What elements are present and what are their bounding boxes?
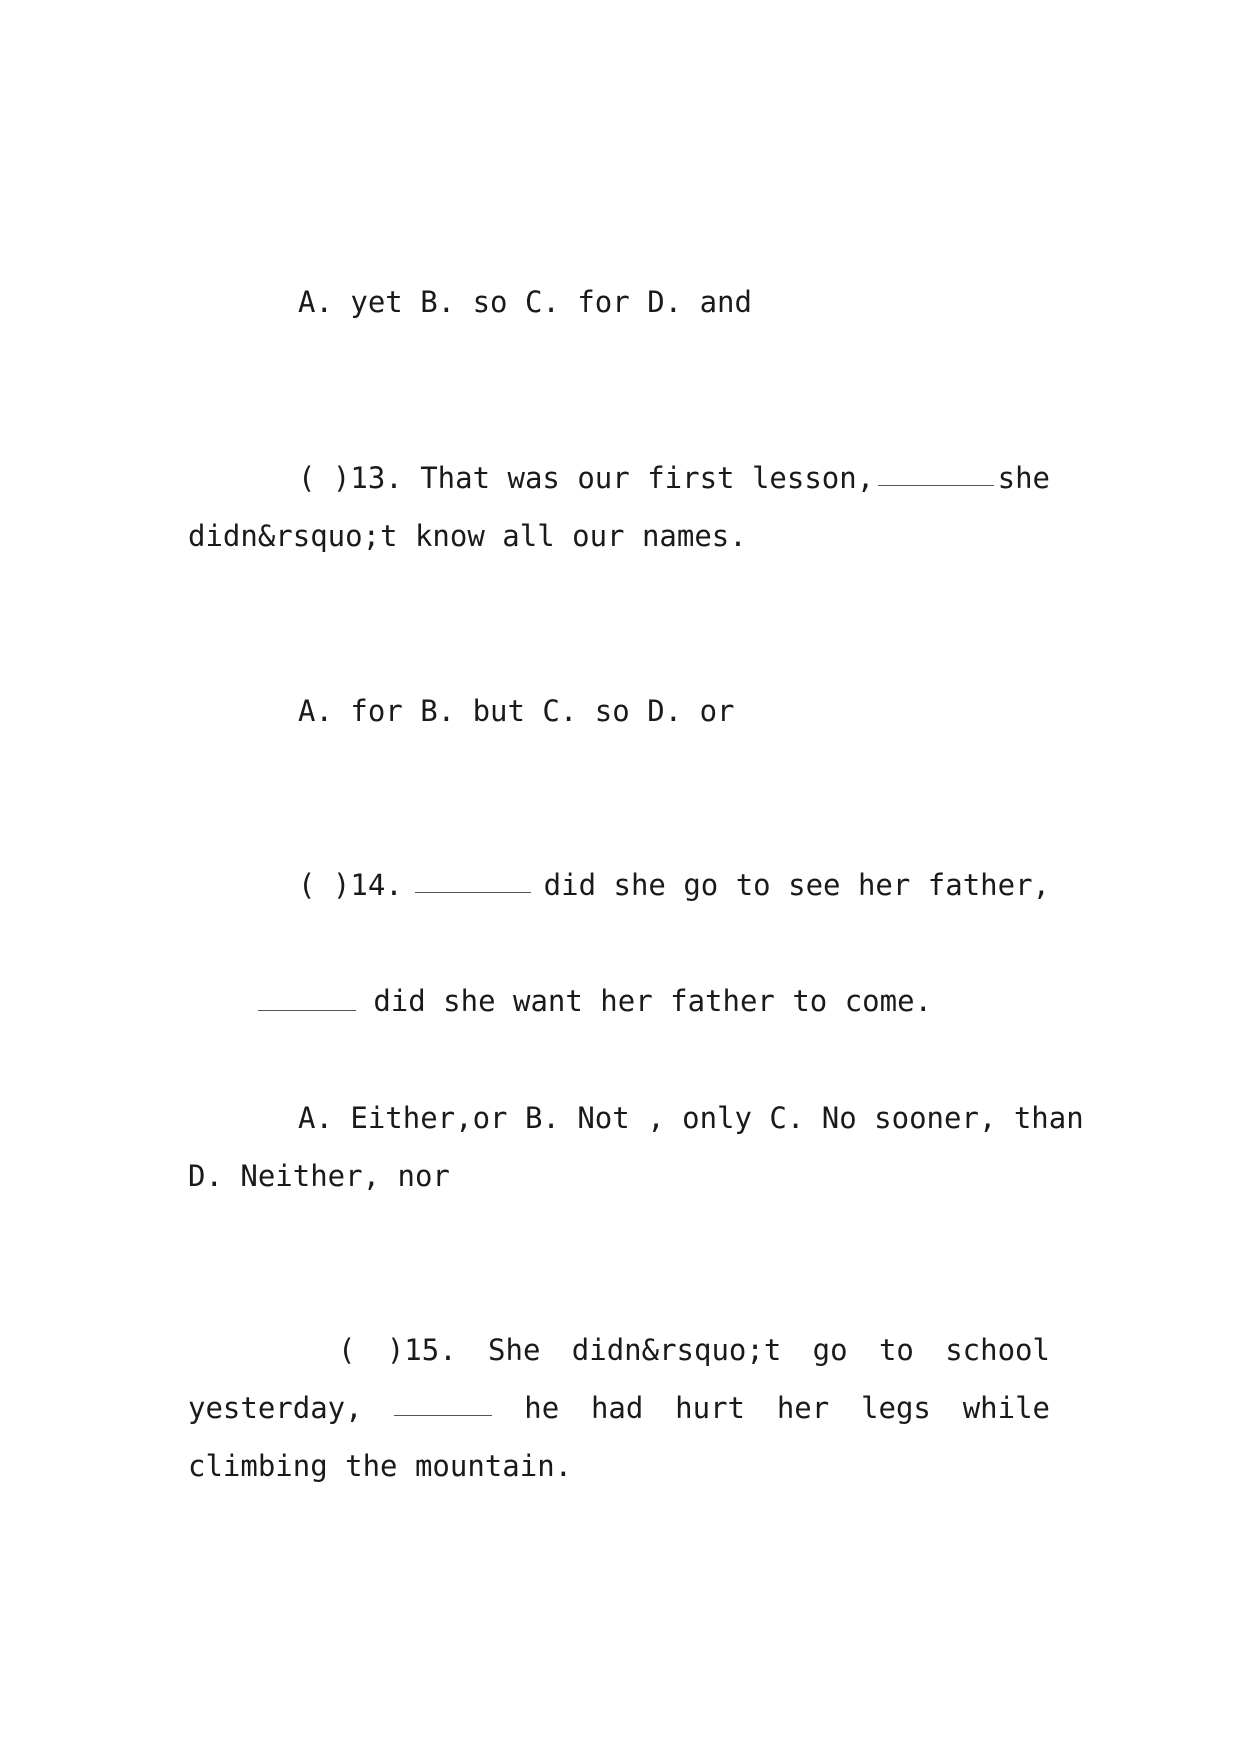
q15-word: didn&rsquo;t bbox=[571, 1333, 782, 1367]
q14-line2 bbox=[188, 914, 932, 1088]
q14-line1-suffix: did she go to see her father, bbox=[543, 868, 1050, 902]
q15-line2 bbox=[188, 1379, 1050, 1437]
q15-word: to bbox=[878, 1333, 914, 1367]
q13-blank bbox=[878, 449, 994, 486]
q15-word: had bbox=[590, 1391, 644, 1425]
q14-line1-prefix: ( )14. bbox=[298, 868, 403, 902]
q15-word: ( bbox=[338, 1333, 356, 1367]
q14-options-line1 bbox=[298, 1089, 1084, 1147]
q15-word: yesterday, bbox=[188, 1391, 363, 1425]
q15-word: he bbox=[524, 1391, 560, 1425]
q15-word: while bbox=[962, 1391, 1050, 1425]
q14-blank-1 bbox=[415, 856, 531, 893]
q15-word: school bbox=[945, 1333, 1050, 1367]
q14-blank-2 bbox=[258, 974, 356, 1011]
q15-line1 bbox=[338, 1321, 1050, 1379]
q14-line2-suffix: did she want her father to come. bbox=[373, 984, 933, 1018]
q15-word: legs bbox=[861, 1391, 931, 1425]
q15-word: go bbox=[812, 1333, 848, 1367]
q15-word: hurt bbox=[675, 1391, 746, 1425]
q14-line1 bbox=[298, 856, 1050, 914]
q14-options-line1-text: A. Either,or B. Not , only C. No sooner, than bbox=[298, 1101, 1084, 1135]
q13-line1-prefix: ( )13. That was our first lesson, bbox=[298, 461, 875, 495]
q15-word: her bbox=[776, 1391, 830, 1425]
q15-line3: climbing the mountain. bbox=[188, 1449, 573, 1483]
q15-blank bbox=[394, 1379, 492, 1416]
q15-word: She bbox=[488, 1333, 541, 1367]
q13-line1-suffix: she bbox=[997, 461, 1050, 495]
q12-options: A. yet B. so C. for D. and bbox=[298, 285, 752, 319]
q14-options-line2: D. Neither, nor bbox=[188, 1159, 450, 1193]
q13-options: A. for B. but C. so D. or bbox=[298, 694, 735, 728]
q15-word: )15. bbox=[386, 1333, 457, 1367]
q13-line1 bbox=[298, 449, 1050, 507]
q13-line2: didn&rsquo;t know all our names. bbox=[188, 519, 747, 553]
